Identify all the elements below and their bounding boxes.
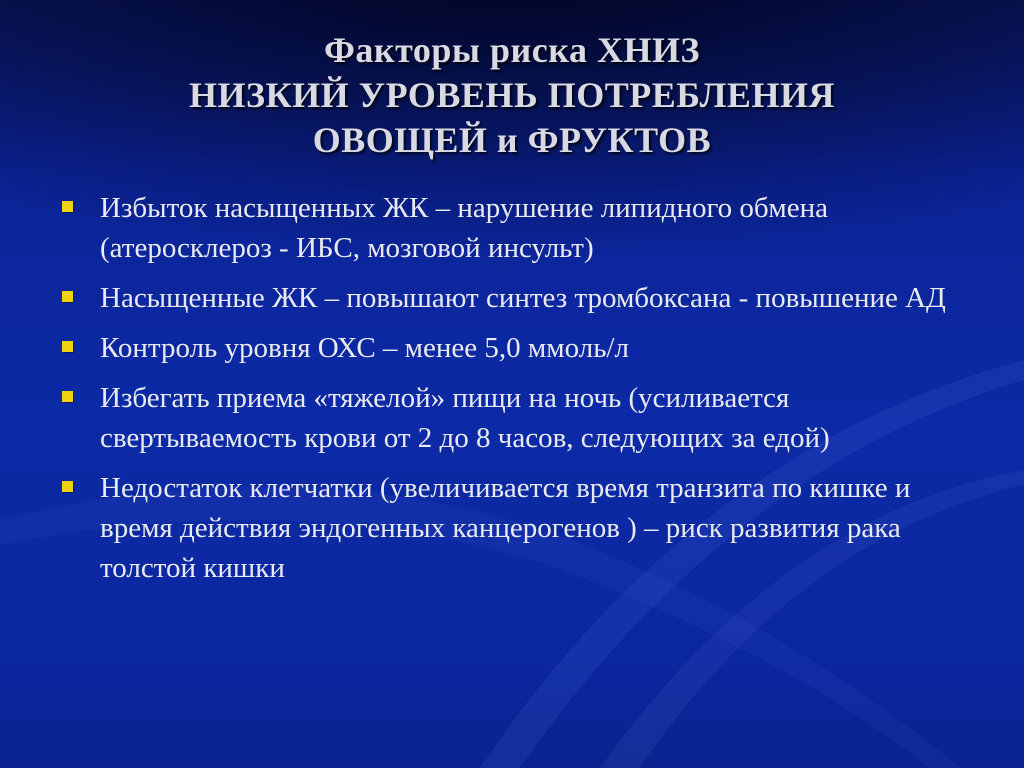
yellow-square-bullet-icon (62, 291, 73, 302)
title-line-3: ОВОЩЕЙ и ФРУКТОВ (312, 120, 712, 160)
title-line-1: Факторы риска ХНИЗ (324, 30, 700, 70)
bullet-text: Избыток насыщенных ЖК – нарушение липидного обмена (атеросклероз - ИБС, мозговой инсульт) (100, 192, 829, 264)
bullet-item (62, 468, 962, 588)
yellow-square-bullet-icon (62, 481, 73, 492)
bullet-item (62, 278, 962, 318)
slide-title (0, 28, 1024, 163)
yellow-square-bullet-icon (62, 391, 73, 402)
yellow-square-bullet-icon (62, 341, 73, 352)
bullet-item (62, 378, 962, 458)
bullet-text: Избегать приема «тяжелой» пищи на ночь (усиливается свертываемость крови от 2 до 8 часов, следующих за едой) (100, 382, 830, 454)
bullet-text: Недостаток клетчатки (увеличивается время транзита по кишке и время действия эндогенных канцерогенов ) – риск развития рака толстой кишки (100, 472, 911, 584)
bullet-item (62, 328, 962, 368)
yellow-square-bullet-icon (62, 201, 73, 212)
title-line-2: НИЗКИЙ УРОВЕНЬ ПОТРЕБЛЕНИЯ (189, 75, 835, 115)
bullet-text: Насыщенные ЖК – повышают синтез тромбоксана - повышение АД (100, 282, 946, 314)
bullet-list (62, 188, 962, 598)
bullet-text: Контроль уровня ОХС – менее 5,0 ммоль/л (100, 332, 629, 364)
bullet-item (62, 188, 962, 268)
